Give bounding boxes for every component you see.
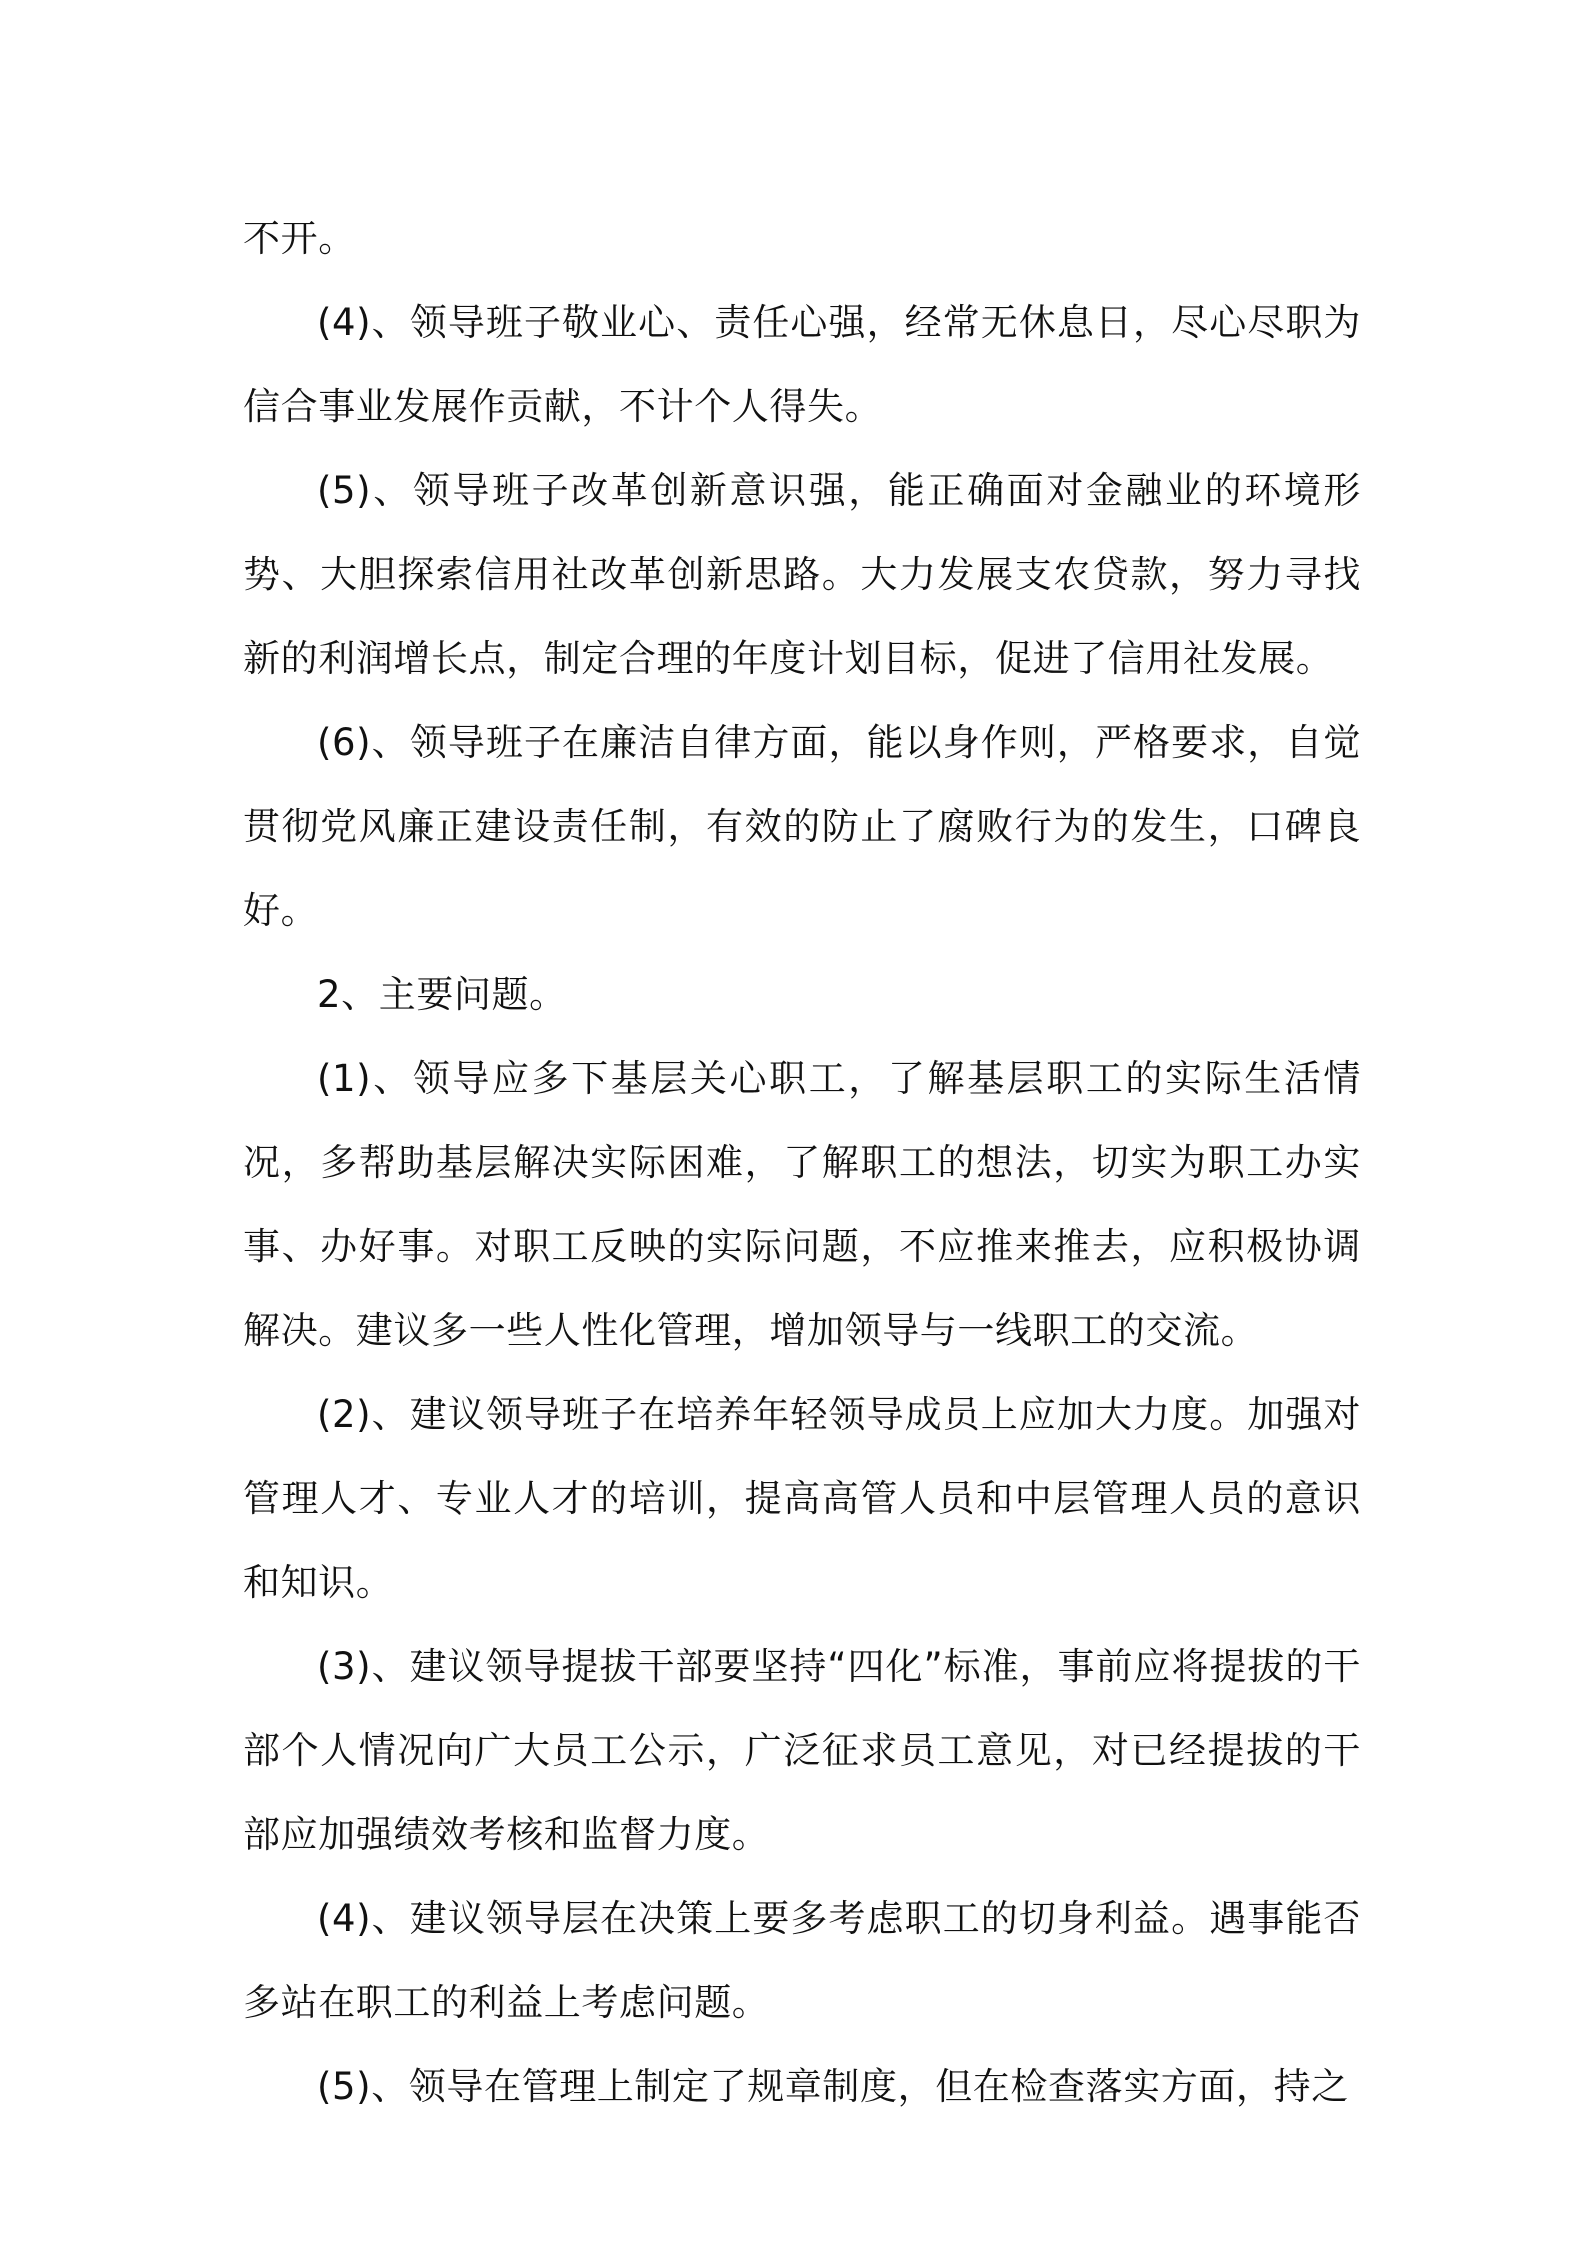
paragraph-item-4: (4)、领导班子敬业心、责任心强，经常无休息日，尽心尽职为信合事业发展作贡献，不计个人得失。 [243,301,1361,428]
paragraph-problem-2: (2)、建议领导班子在培养年轻领导成员上应加大力度。加强对管理人才、专业人才的培训，提高高管人员和中层管理人员的意识和知识。 [243,1393,1361,1604]
paragraph-problem-5: (5)、领导在管理上制定了规章制度，但在检查落实方面，持之 [317,2065,1349,2108]
paragraph-continuation: 不开。 [243,217,356,260]
paragraph-problem-4: (4)、建议领导层在决策上要多考虑职工的切身利益。遇事能否多站在职工的利益上考虑问题。 [243,1897,1361,2024]
document-body [243,197,1361,2129]
paragraph-problem-1: (1)、领导应多下基层关心职工，了解基层职工的实际生活情况，多帮助基层解决实际困难，了解职工的想法，切实为职工办实事、办好事。对职工反映的实际问题，不应推来推去，应积极协调解决。建议多一些人性化管理，增加领导与一线职工的交流。 [243,1057,1361,1352]
paragraph-item-5: (5)、领导班子改革创新意识强，能正确面对金融业的环境形势、大胆探索信用社改革创新思路。大力发展支农贷款，努力寻找新的利润增长点，制定合理的年度计划目标，促进了信用社发展。 [243,469,1361,680]
paragraph-problem-3: (3)、建议领导提拔干部要坚持“四化”标准，事前应将提拔的干部个人情况向广大员工公示，广泛征求员工意见，对已经提拔的干部应加强绩效考核和监督力度。 [243,1645,1361,1856]
paragraph-item-6: (6)、领导班子在廉洁自律方面，能以身作则，严格要求，自觉贯彻党风廉正建设责任制，有效的防止了腐败行为的发生，口碑良好。 [243,721,1361,932]
section-heading-main-problems: 2、主要问题。 [317,973,567,1016]
